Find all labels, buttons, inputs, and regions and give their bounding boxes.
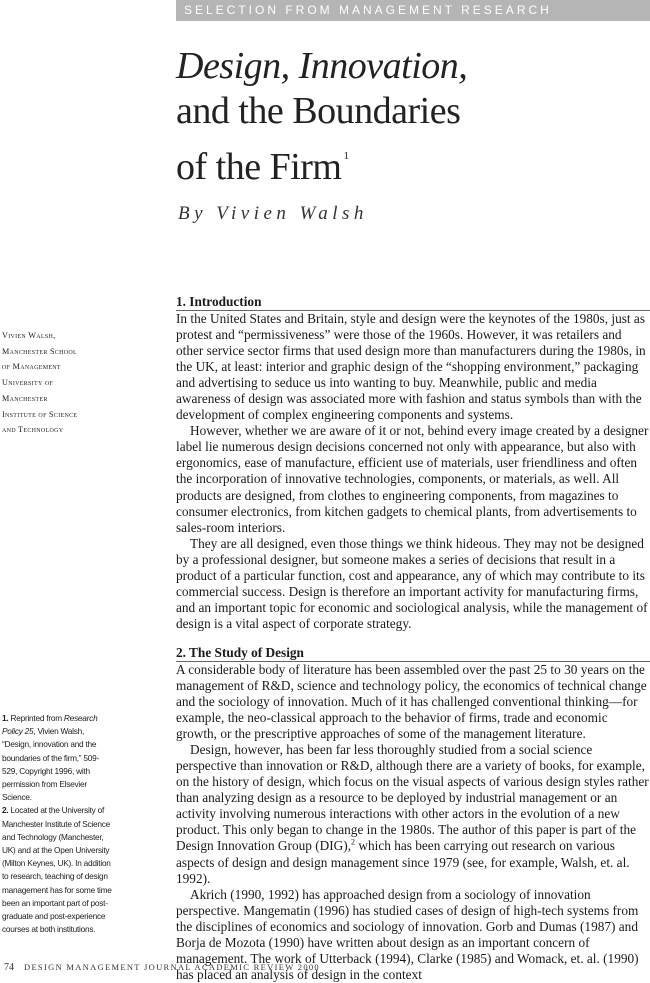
byline: By Vivien Walsh	[178, 203, 368, 224]
title-line-3	[176, 134, 636, 190]
title-line-2: and the Boundaries	[176, 90, 461, 132]
affiliation-line: and Technology	[2, 425, 64, 435]
article-title	[176, 44, 636, 190]
paragraph: A considerable body of literature has been assembled over the past 25 to 30 years on the management of R&D, science and technology policy, the economics of technical change and the sociology of innovation. Much of it has challenged conventional thinking—for example, the neo-classical approach to the behavior of firms, trade and economic growth, or the prescriptive approaches of some of the management literature.	[176, 661, 647, 742]
paragraph: In the United States and Britain, style and design were the keynotes of the 1980s, just as protest and “permissiveness” were those of the 1960s. However, it was retailers and other service sector firms that used design more than manufacturers during the 1980s, in the UK, at least: interior and graphic design of the “shopping environment,” packaging and advertising to seduce us into wanting to buy. Meanwhile, public and media awareness of design was associated more with fashion and status symbols than with the development of complex engineering components and systems.	[176, 311, 646, 423]
footnote-marker[interactable]: 2	[351, 838, 356, 848]
footnote-number: 2.	[2, 805, 9, 816]
paragraph-text: Design, however, has been far less thoroughly studied from a social science perspective than innovation or R&D, although there are a variety of books, for example, on the history of design, which focus on the visual aspects of various design styles rather than analyzing design as a resource to be deployed by industrial management or an activity involving numerous interactions with other actors in the evolution of a new product. This only began to change in the 1980s. The author of this paper is part of the Design Innovation Group (DIG),	[176, 742, 649, 854]
footnote-text: , Vivien Walsh, “Design, innovation and the boundaries of the firm,” 509-529, Copyright 1996, with permission from Elsevier Science.	[2, 726, 99, 803]
title-line-1: Design, Innovation,	[176, 45, 468, 87]
footnote-1	[2, 712, 112, 804]
title-footnote-marker[interactable]: 1	[343, 150, 349, 162]
section-heading-introduction: 1. Introduction	[176, 294, 650, 311]
section-heading-study-of-design: 2. The Study of Design	[176, 645, 650, 662]
section-banner: SELECTION FROM MANAGEMENT RESEARCH	[176, 0, 650, 21]
footnotes	[2, 712, 112, 936]
paragraph: However, whether we are aware of it or not, behind every image created by a designer label lie numerous design decisions concerned not only with appearance, but also with ergonomics, ease of manufacture, efficient use of materials, user friendliness and often the incorporation of innovative technologies, components, or materials, as well. All products are designed, from clothes to engineering components, from magazines to consumer electronics, from kitchen gadgets to chemical plants, from advertisements to sales-room interiors.	[176, 423, 649, 535]
title-line-3-text: of the Firm	[176, 146, 342, 188]
paragraph: Akrich (1990, 1992) has approached design from a sociology of innovation perspective. Mangematin (1996) has studied cases of design of high-tech systems from the disciplines of economics and sociology of innovation. Gorb and Dumas (1987) and Borja de Mozota (1990) have written about design as an important concern of management. The work of Utterback (1994), Clarke (1985) and Womack, et. al. (1990) has placed an analysis of design in the context	[176, 886, 639, 982]
paragraph: They are all designed, even those things we think hideous. They may not be designed by a professional designer, but someone makes a series of decisions that result in a product of a particular function, cost and appearance, any of which may contribute to its commercial success. Design is therefore an important activity for manufacturing firms, and an important topic for economic and sociological analysis, while the management of design is a vital aspect of corporate strategy.	[176, 535, 648, 631]
author-affiliation	[2, 328, 122, 438]
page-number: 74	[4, 962, 14, 973]
affiliation-line: Manchester	[2, 393, 48, 403]
paragraph-text: which has been carrying out research on various aspects of design and design management since 1979 (see, for example, Walsh, et. al. 1992).	[176, 838, 630, 886]
footnote-number: 1.	[2, 713, 9, 723]
paragraph	[176, 742, 650, 886]
footnote-text: Reprinted from	[10, 713, 64, 723]
affiliation-line: Vivien Walsh,	[2, 331, 56, 340]
affiliation-line: Manchester School	[2, 346, 77, 356]
affiliation-line: University of	[2, 378, 54, 388]
page-footer	[4, 962, 320, 973]
footnote-2	[2, 804, 112, 936]
footnote-journal: Research Policy 25	[2, 713, 98, 737]
journal-name: DESIGN MANAGEMENT JOURNAL ACADEMIC REVIEW 2000	[24, 962, 320, 972]
article-body	[176, 294, 650, 983]
footnote-text: Located at the University of Manchester Institute of Science and Technology (Manchester, UK) and at the Open University (Milton Keynes, UK). In addition to research, teaching of design management has for some time been an important part of post-graduate and post-experience courses at both institutions.	[2, 805, 112, 935]
affiliation-line: Institute of Science	[2, 409, 78, 419]
affiliation-line: of Management	[2, 362, 61, 372]
